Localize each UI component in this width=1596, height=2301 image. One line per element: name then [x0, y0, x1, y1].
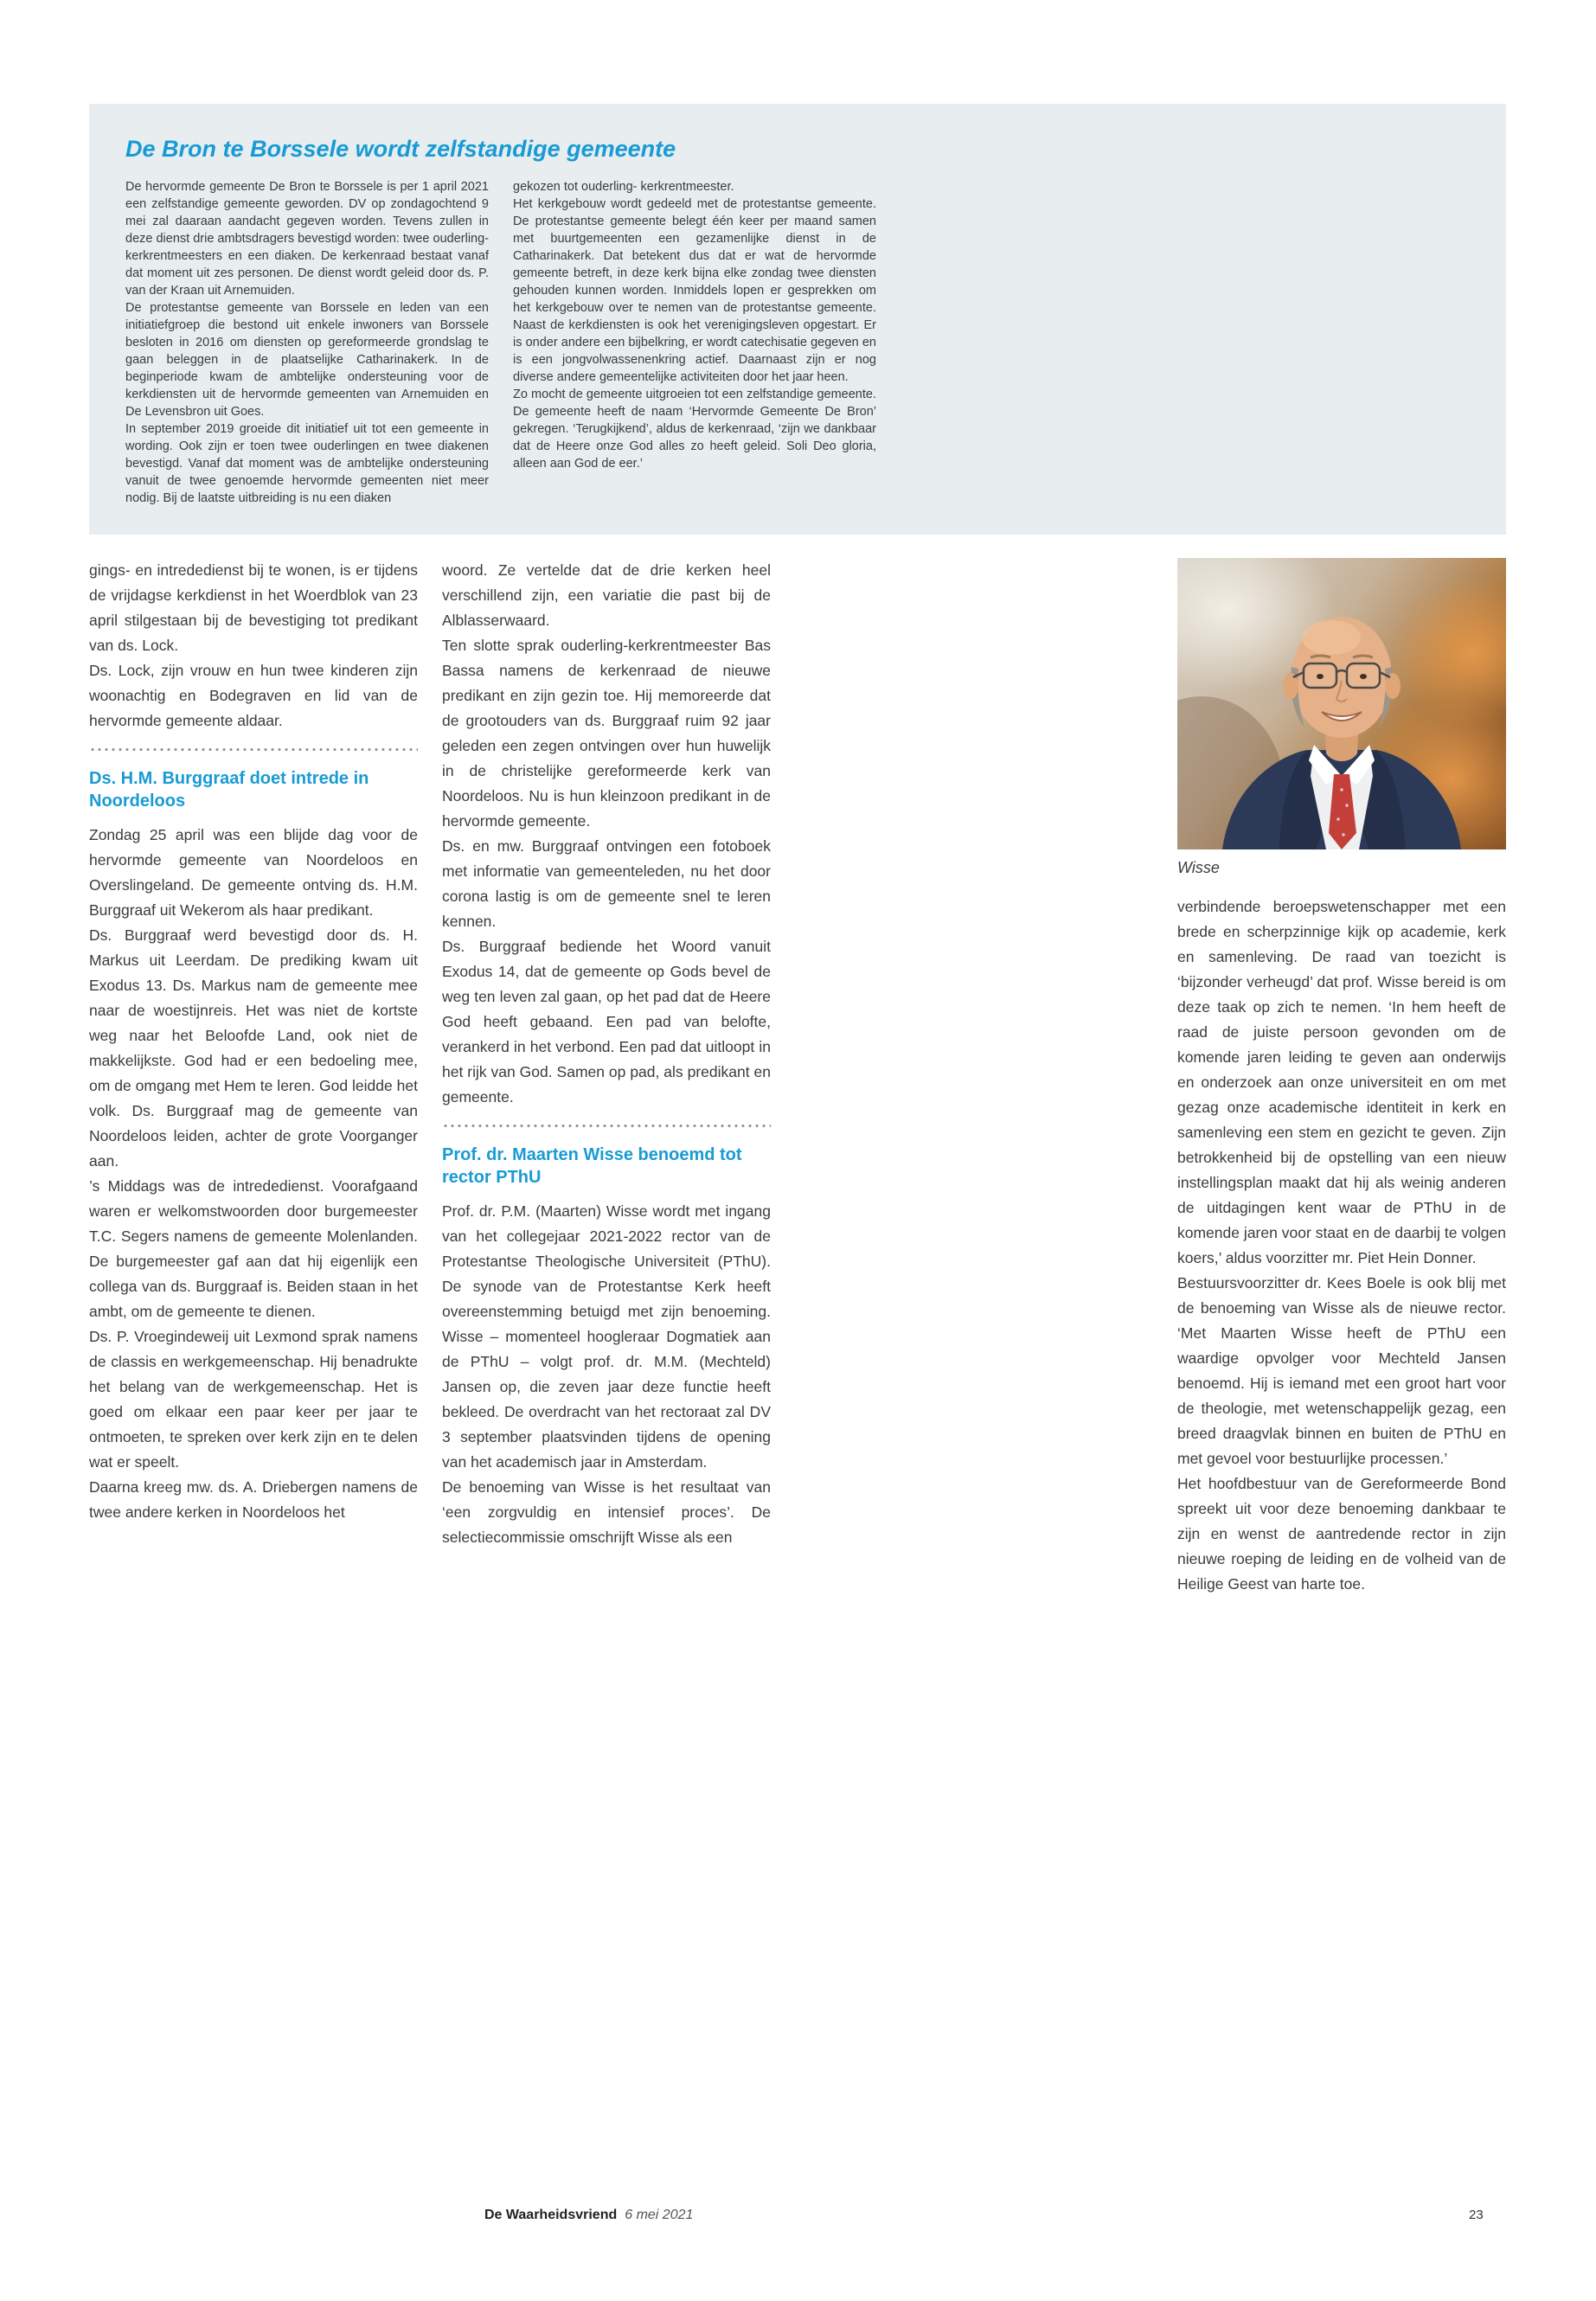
- paragraph: In september 2019 groeide dit initiatief uit tot een gemeente in wording. Ook zijn er toen twee ouderlingen en twee diakenen bevestigd. Vanaf dat moment was de ambtelijke ondersteuning vanuit de twee genoemde hervormde gemeenten niet meer nodig. Bij de laatste uitbreiding is nu een diaken: [125, 422, 489, 505]
- paragraph: gekozen tot ouderling- kerkrentmeester.: [513, 180, 734, 194]
- wisse-portrait-illustration: [1177, 558, 1506, 849]
- dotted-divider: [442, 1124, 771, 1128]
- page-number: 23: [1469, 2208, 1484, 2222]
- boxed-article-column-right: [513, 178, 876, 507]
- paragraph: De hervormde gemeente De Bron te Borssele is per 1 april 2021 een zelfstandige gemeente geworden. DV op zondagochtend 9 mei zal daaraan aandacht gegeven worden. Tevens zullen in deze dienst drie ambtsdragers bevestigd worden: twee ouderling-kerkrentmeesters en een diaken. De kerkenraad bestaat vanaf dat moment uit zes personen. De dienst wordt geleid door ds. P. van der Kraan uit Arnemuiden.: [125, 180, 489, 298]
- article-title: De Bron te Borssele wordt zelfstandige gemeente: [125, 136, 676, 162]
- paragraph: Ds. en mw. Burggraaf ontvingen een fotoboek met informatie van gemeenteleden, nu het door corona lastig is om de gemeente snel te leren kennen.: [442, 837, 771, 930]
- boxed-article-column-left: [125, 178, 489, 507]
- text-column-2: [442, 558, 771, 1550]
- article-heading-wisse: Prof. dr. Maarten Wisse benoemd tot rector PThU: [442, 1145, 742, 1187]
- magazine-name: De Waarheidsvriend: [484, 2208, 618, 2222]
- paragraph: Ds. Burggraaf bediende het Woord vanuit Exodus 14, dat de gemeente op Gods bevel de weg ten leven zal gaan, op het pad dat de Heere God heeft gebaand. Een pad van belofte, verankerd in het verbond. Een pad dat uitloopt in het rijk van God. Samen op pad, als predikant en gemeente.: [442, 938, 771, 1106]
- paragraph: Bestuursvoorzitter dr. Kees Boele is ook blij met de benoeming van Wisse als de nieuwe rector. ‘Met Maarten Wisse heeft de PThU een waardige opvolger voor Mechteld Jansen benoemd. Hij is iemand met een groot hart voor de theologie, met wetenschappelijk gezag, een breed draagvlak binnen en buiten de PThU en met gevoel voor bestuurlijke processen.’: [1177, 1274, 1506, 1467]
- boxed-article: [89, 104, 1506, 535]
- paragraph: gings- en intrededienst bij te wonen, is er tijdens de vrijdagse kerkdienst in het Woerdblok van 23 april stilgestaan bij de bevestiging tot predikant van ds. Lock.: [89, 561, 418, 654]
- paragraph: Het hoofdbestuur van de Gereformeerde Bond spreekt uit voor deze benoeming dankbaar te zijn en wenst de aantredende rector in zijn nieuwe roeping de leiding en de volheid van de Heilige Geest van harte toe.: [1177, 1475, 1506, 1593]
- paragraph: De benoeming van Wisse is het resultaat van ‘een zorgvuldig en intensief proces’. De selectiecommissie omschrijft Wisse als een: [442, 1478, 771, 1546]
- text-column-3: [1177, 558, 1506, 1597]
- paragraph: Ds. Lock, zijn vrouw en hun twee kinderen zijn woonachtig en Bodegraven en lid van de hervormde gemeente aldaar.: [89, 662, 418, 729]
- paragraph: woord. Ze vertelde dat de drie kerken heel verschillend zijn, een variatie die past bij de Alblasserwaard.: [442, 561, 771, 629]
- boxed-article-columns: [125, 178, 1470, 507]
- dotted-divider: [89, 747, 418, 752]
- paragraph: verbindende beroepswetenschapper met een brede en scherpzinnige kijk op academie, kerk en samenleving. De raad van toezicht is ‘bijzonder verheugd’ dat prof. Wisse bereid is om deze taak op zich te nemen. ‘In hem heeft de raad de juiste persoon gevonden om de komende jaren leiding te geven aan onderwijs en onderzoek aan onze universiteit en om met gezag onze academische identiteit in kerk en samenleving een stem en gezicht te geven. Zijn betrokkenheid bij de opstelling van een nieuw instellingsplan maakt dat hij als weinig anderen de uitdagingen kent waar de PThU in de komende jaren voor staat en de daarbij te volgen koers,’ aldus voorzitter mr. Piet Hein Donner.: [1177, 898, 1506, 1266]
- footer: [484, 2207, 693, 2224]
- paragraph: De protestantse gemeente van Borssele en leden van een initiatiefgroep die bestond uit enkele inwoners van Borssele besloten in 2016 om diensten op gereformeerde grondslag te gaan beleggen in de plaatselijke Catharinakerk. In de beginperiode kwam de ambtelijke ondersteuning voor de kerkdiensten uit de hervormde gemeenten van Arnemuiden en De Levensbron uit Goes.: [125, 301, 489, 419]
- paragraph: Zo mocht de gemeente uitgroeien tot een zelfstandige gemeente. De gemeente heeft de naam ‘Hervormde Gemeente De Bron’ gekregen. ‘Terugkijkend’, aldus de kerkenraad, ‘zijn we dankbaar dat de Heere onze God alles zo heeft geleid. Soli Deo gloria, alleen aan God de eer.’: [513, 388, 876, 471]
- paragraph: Zondag 25 april was een blijde dag voor de hervormde gemeente van Noordeloos en Overslingeland. De gemeente ontving ds. H.M. Burggraaf uit Wekerom als haar predikant.: [89, 826, 418, 919]
- paragraph: ’s Middags was de intrededienst. Voorafgaand waren er welkomstwoorden door burgemeester T.C. Segers namens de gemeente Molenlanden. De burgemeester gaf aan dat hij eigenlijk een collega van ds. Burggraaf is. Beiden staan in het ambt, om de gemeente te dienen.: [89, 1177, 418, 1320]
- text-column-1: [89, 558, 418, 1525]
- paragraph: Ds. P. Vroegindeweij uit Lexmond sprak namens de classis en werkgemeenschap. Hij benadrukte het belang van de werkgemeenschap. Het is goed om elkaar een paar keer per jaar te ontmoeten, te spreken over kerk zijn en te delen wat er speelt.: [89, 1328, 418, 1471]
- photo-caption: Wisse: [1177, 859, 1220, 876]
- paragraph: Ten slotte sprak ouderling-kerkrentmeester Bas Bassa namens de kerkenraad de nieuwe predikant en zijn gezin toe. Hij memoreerde dat de grootouders van ds. Burggraaf ruim 92 jaar geleden een zegen ontvingen over hun huwelijk in de christelijke gereformeerde kerk van Noordeloos. Nu is hun kleinzoon predikant in de hervormde gemeente.: [442, 637, 771, 830]
- paragraph: Daarna kreeg mw. ds. A. Driebergen namens de twee andere kerken in Noordeloos het: [89, 1478, 418, 1521]
- wisse-photo: [1177, 558, 1506, 849]
- article-heading-burggraaf: Ds. H.M. Burggraaf doet intrede in Noordeloos: [89, 769, 369, 811]
- paragraph: Prof. dr. P.M. (Maarten) Wisse wordt met ingang van het collegejaar 2021-2022 rector van de Protestantse Theologische Universiteit (PThU). De synode van de Protestantse Kerk heeft overeenstemming betuigd met zijn benoeming. Wisse – momenteel hoogleraar Dogmatiek aan de PThU – volgt prof. dr. M.M. (Mechteld) Jansen op, die zeven jaar deze functie heeft bekleed. De overdracht van het rectoraat zal DV 3 september plaatsvinden tijdens de opening van het academisch jaar in Amsterdam.: [442, 1202, 771, 1471]
- paragraph: Ds. Burggraaf werd bevestigd door ds. H. Markus uit Leerdam. De prediking kwam uit Exodus 13. Ds. Markus nam de gemeente mee naar de woestijnreis. Het was niet de kortste weg naar het Beloofde Land, ook niet de makkelijkste. God had er een bedoeling mee, om de omgang met Hem te leren. God leidde het volk. Ds. Burggraaf mag de gemeente van Noordeloos leiden, achter de grote Voorganger aan.: [89, 926, 418, 1170]
- issue-date: 6 mei 2021: [625, 2208, 694, 2222]
- paragraph: Het kerkgebouw wordt gedeeld met de protestantse gemeente. De protestantse gemeente belegt één keer per maand samen met buurtgemeenten een gezamenlijke dienst in de Catharinakerk. Dat betekent dus dat er wat de hervormde gemeente betreft, in deze kerk bijna elke zondag twee diensten gehouden kunnen worden. Inmiddels lopen er gesprekken om het kerkgebouw over te nemen van de protestantse gemeente. Naast de kerkdiensten is ook het verenigingsleven opgestart. Er is onder andere een bijbelkring, er wordt catechisatie gegeven en is een jongvolwassenenkring actief. Daarnaast zijn er nog diverse andere gemeentelijke activiteiten door het jaar heen.: [513, 197, 876, 384]
